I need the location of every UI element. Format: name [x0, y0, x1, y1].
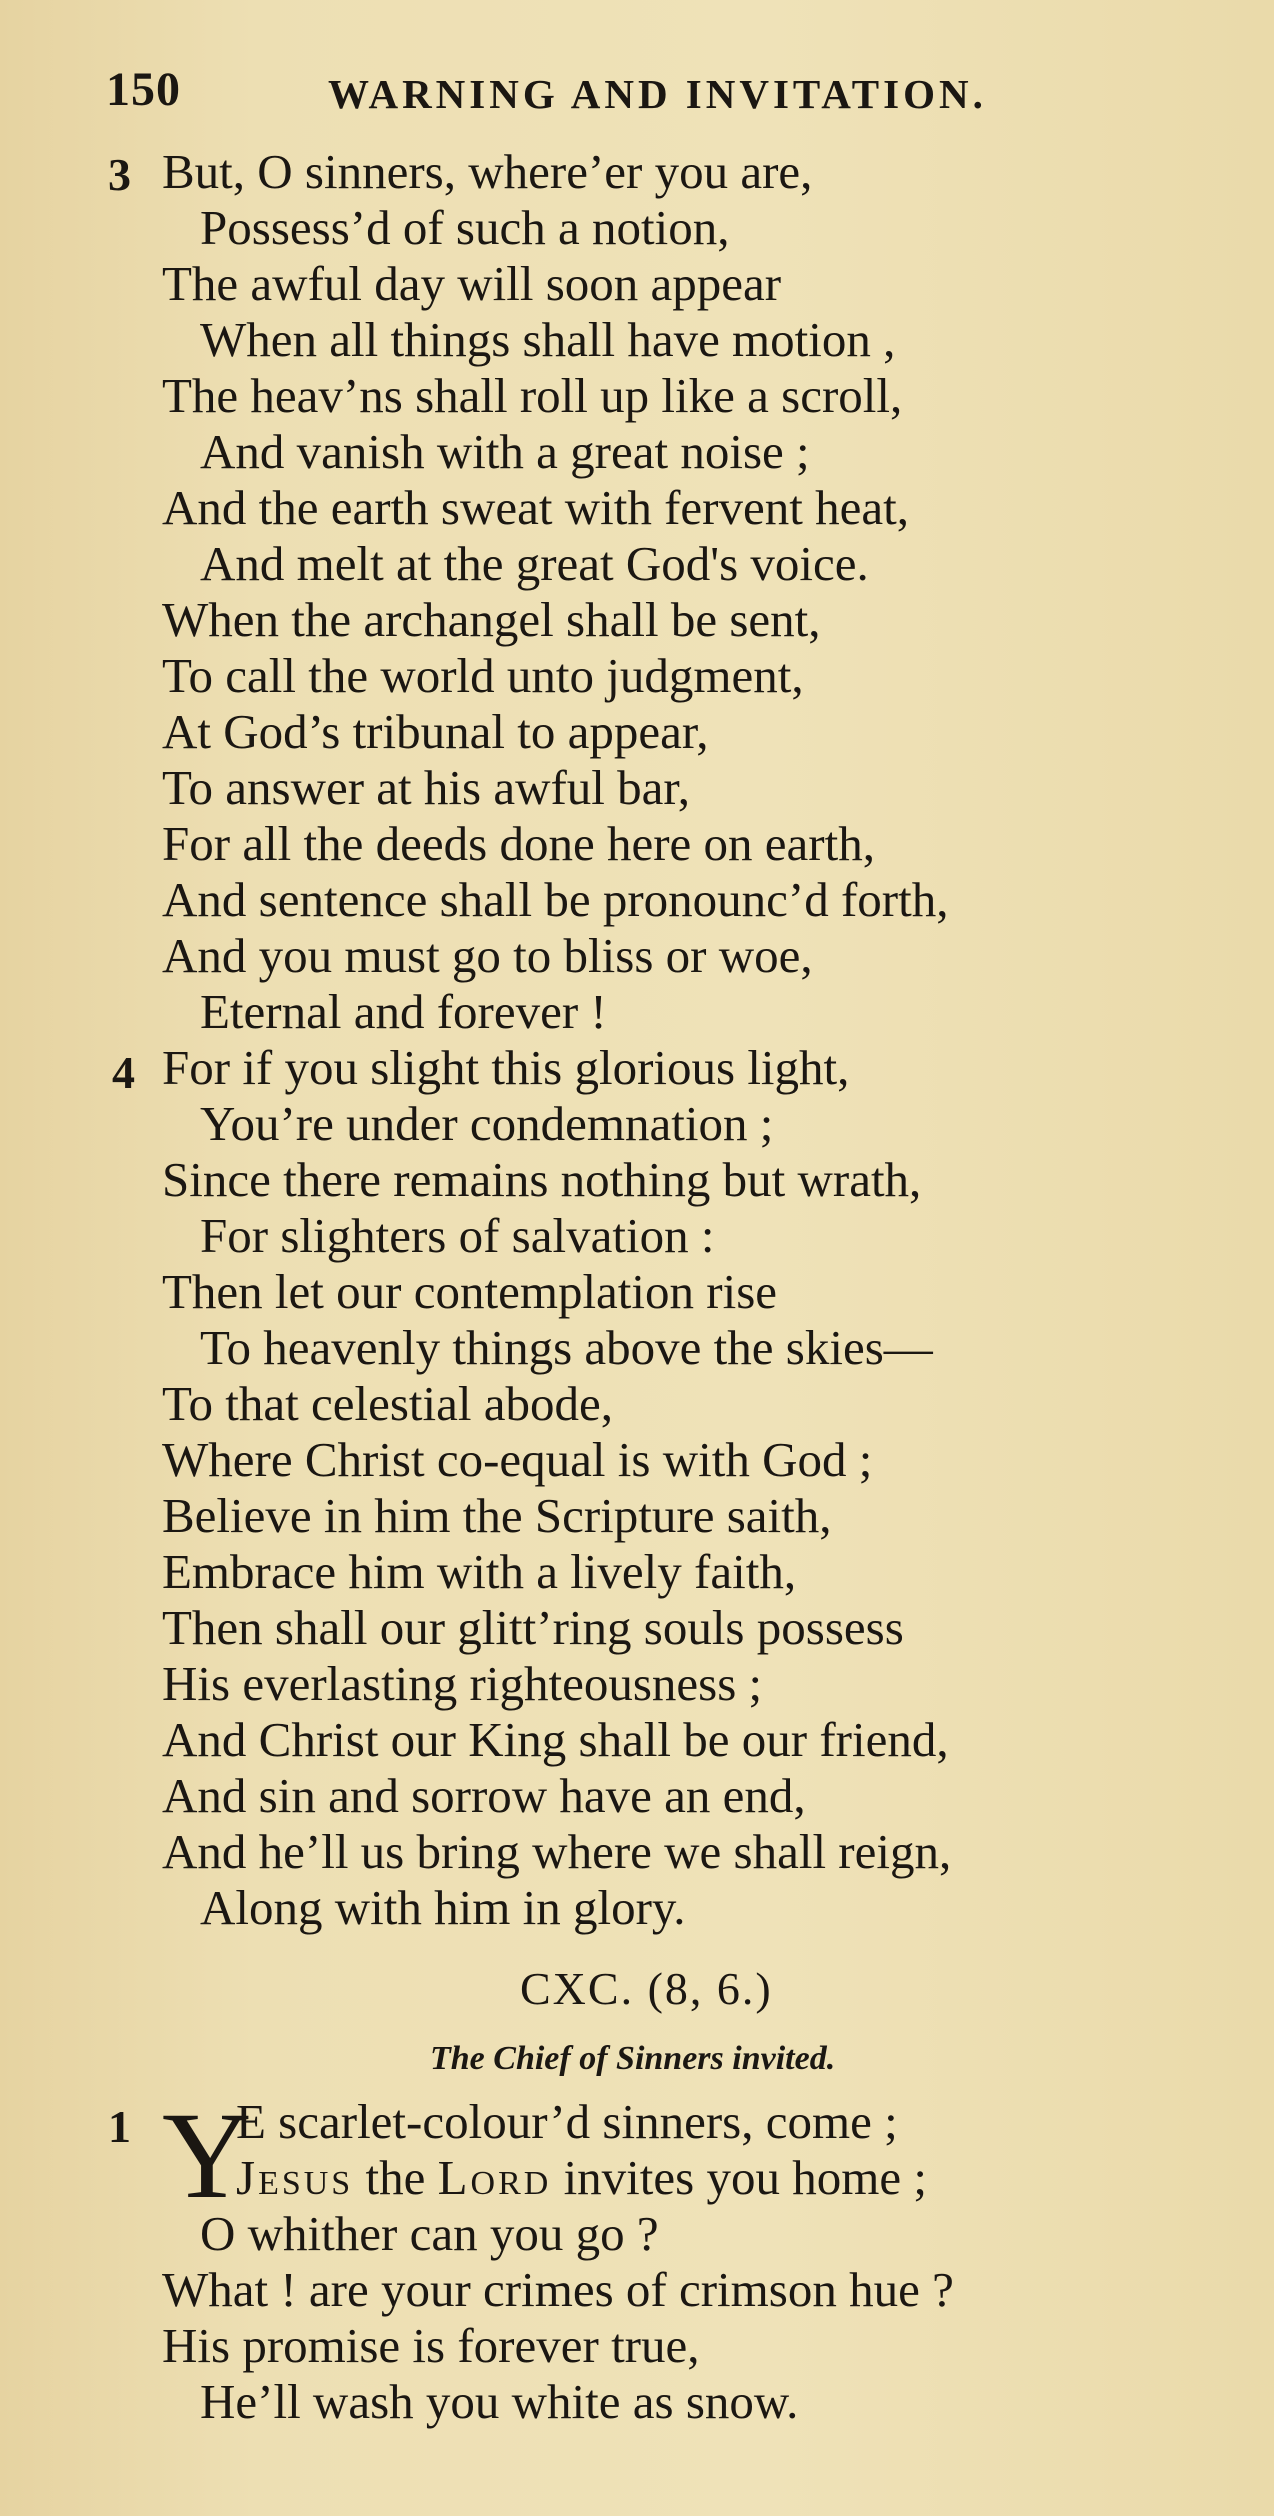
verse-line-first: E scarlet-colour’d sinners, come ;: [236, 2094, 898, 2149]
verse-line: To call the world unto judgment,: [162, 648, 804, 703]
verse-number-3: 3: [108, 149, 131, 200]
verse-line: For if you slight this glorious light,: [162, 1040, 850, 1095]
verse-line: And melt at the great God's voice.: [200, 536, 869, 591]
verse-line: To heavenly things above the skies—: [200, 1320, 933, 1375]
verse-line: Embrace him with a lively faith,: [162, 1544, 797, 1599]
verse-line: And sin and sorrow have an end,: [162, 1768, 806, 1823]
verse-line: And the earth sweat with fervent heat,: [162, 480, 909, 535]
verse-line: To that celestial abode,: [162, 1376, 614, 1431]
verse-line: And vanish with a great noise ;: [200, 424, 810, 479]
verse-line: The heav’ns shall roll up like a scroll,: [162, 368, 903, 423]
verse-line: At God’s tribunal to appear,: [162, 704, 709, 759]
verse-number-1: 1: [108, 2101, 131, 2152]
text-fragment: invites you home ;: [551, 2150, 927, 2205]
verse-line: When all things shall have motion ,: [200, 312, 896, 367]
verse-line: But, O sinners, where’er you are,: [162, 144, 813, 199]
page-number: 150: [106, 63, 181, 116]
verse-line: When the archangel shall be sent,: [162, 592, 821, 647]
name-jesus: Jesus: [236, 2150, 354, 2205]
verse-line: And you must go to bliss or woe,: [162, 928, 813, 983]
hymn-title: CXC. (8, 6.): [520, 1963, 773, 2014]
running-title: WARNING AND INVITATION.: [328, 71, 987, 117]
verse-line: O whither can you go ?: [200, 2206, 659, 2261]
hymn-subtitle: The Chief of Sinners invited.: [430, 2040, 836, 2077]
verse-line: Eternal and forever !: [200, 984, 607, 1039]
verse-line: The awful day will soon appear: [162, 256, 782, 311]
verse-line: Then shall our glitt’ring souls possess: [162, 1600, 904, 1655]
verse-line: And Christ our King shall be our friend,: [162, 1712, 949, 1767]
verse-line: Then let our contemplation rise: [162, 1264, 778, 1319]
drop-cap: Y: [162, 2087, 252, 2224]
verse-line: Believe in him the Scripture saith,: [162, 1488, 832, 1543]
verse-line: For slighters of salvation :: [200, 1208, 715, 1263]
verse-line: Where Christ co-equal is with God ;: [162, 1432, 873, 1487]
verse-line: For all the deeds done here on earth,: [162, 816, 875, 871]
verse-line: His promise is forever true,: [162, 2318, 700, 2373]
text-fragment: the: [353, 2150, 438, 2205]
verse-line: What ! are your crimes of crimson hue ?: [162, 2262, 954, 2317]
verse-line: You’re under condemnation ;: [200, 1096, 774, 1151]
verse-line: Possess’d of such a notion,: [200, 200, 730, 255]
verse-line: And sentence shall be pronounc’d forth,: [162, 872, 949, 927]
verse-line: Along with him in glory.: [200, 1880, 686, 1935]
verse-line: He’ll wash you white as snow.: [200, 2374, 799, 2429]
verse-line: And he’ll us bring where we shall reign,: [162, 1824, 952, 1879]
page-header: [106, 62, 1206, 132]
verse-number-4: 4: [112, 1047, 135, 1098]
name-lord: Lord: [437, 2150, 552, 2205]
verse-line: Since there remains nothing but wrath,: [162, 1152, 922, 1207]
verse-line: To answer at his awful bar,: [162, 760, 690, 815]
verse-line: His everlasting righteousness ;: [162, 1656, 763, 1711]
verse-line-second: [236, 2150, 927, 2206]
